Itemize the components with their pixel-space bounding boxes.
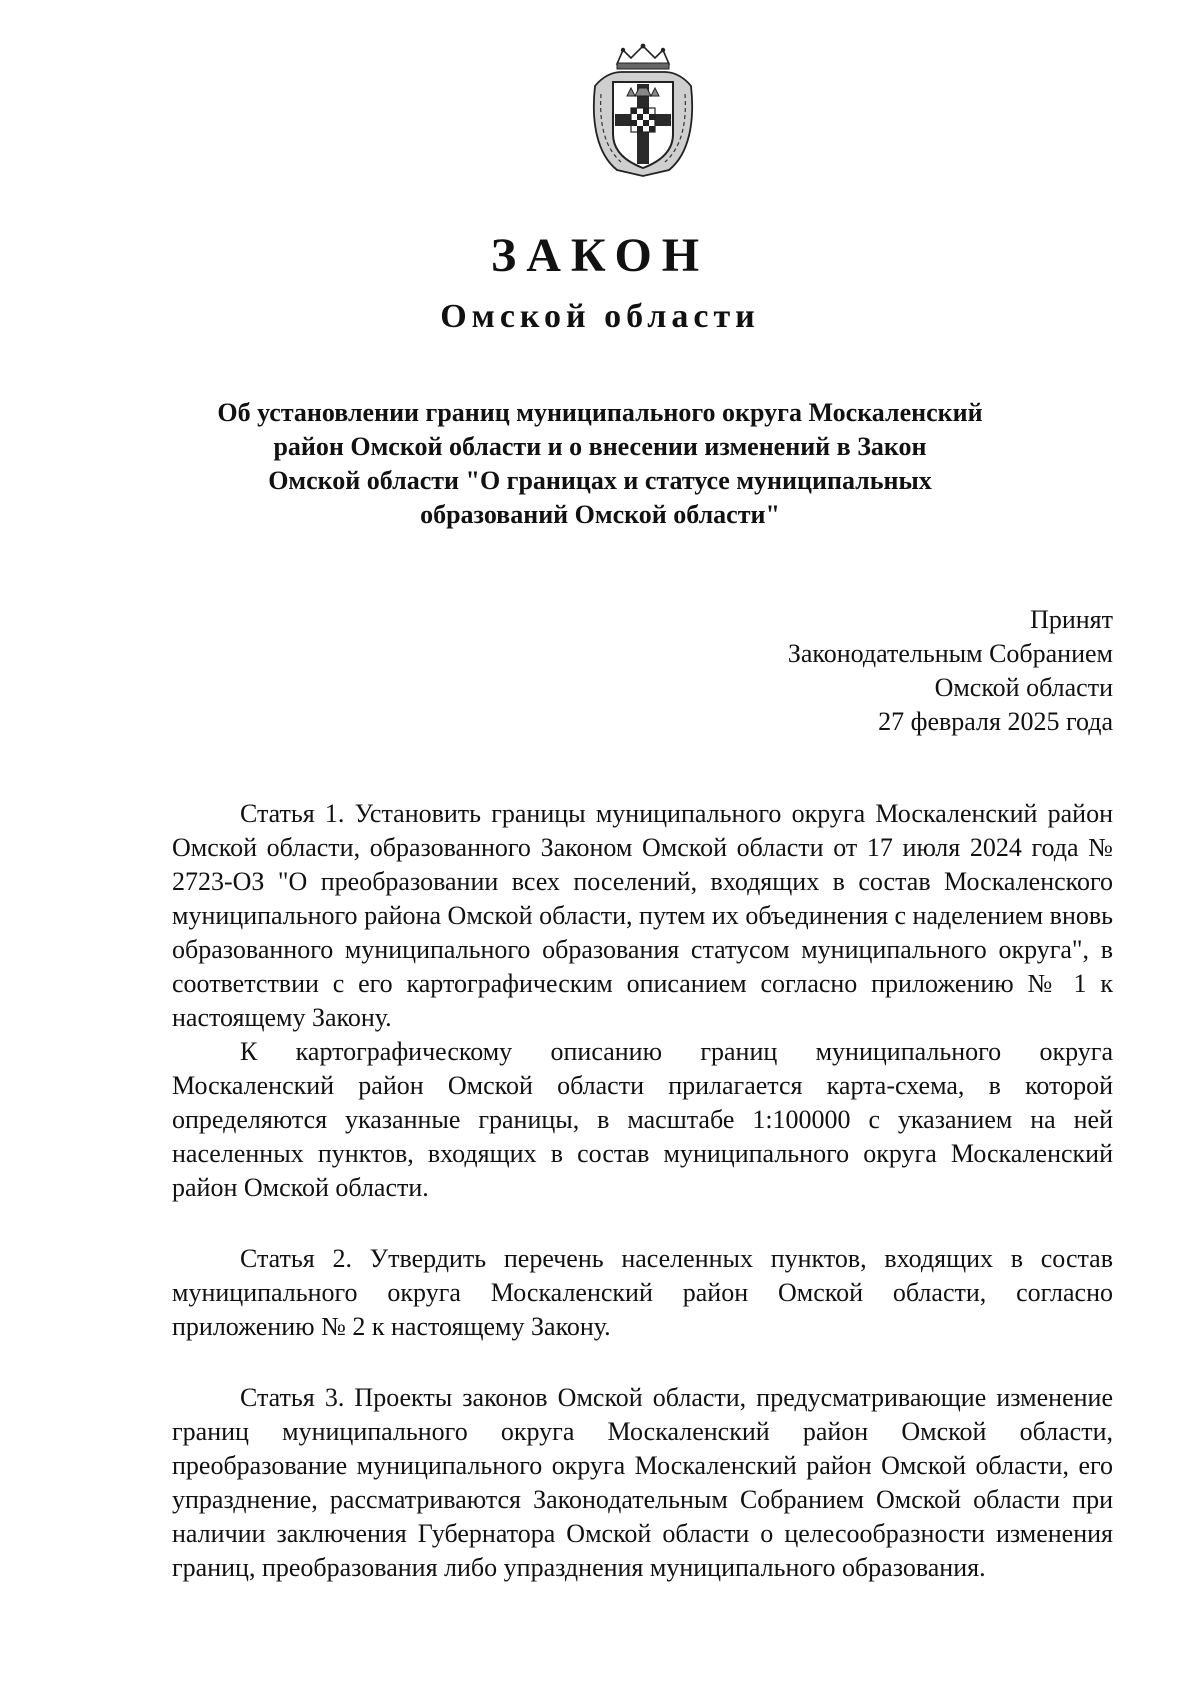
article-1: Статья 1. Установить границы муниципального округа Москаленский район Омской области, образованного Законом Омской области от 17 июля 2024 года № 2723-ОЗ "О преобразовании всех поселений, входящих в состав Москаленского муниципального района Омской области, путем их объединения с наделением вновь образованного муниципального образования статусом муниципального округа", в соответствии с его картографическим описанием согласно приложению № 1 к настоящему Закону. <box>172 799 1113 1032</box>
heading-line: Омской области "О границах и статусе муниципальных <box>268 466 932 495</box>
adoption-block <box>788 603 1113 739</box>
law-heading <box>190 396 1010 532</box>
article-3: Статья 3. Проекты законов Омской области, предусматривающие изменение границ муниципального округа Москаленский район Омской области, преобразование муниципального округа Москаленский район Омской области, его упразднение, рассматриваются Законодательным Собранием Омской области при наличии заключения Губернатора Омской области о целесообразности изменения границ, преобразования либо упразднения муниципального образования. <box>172 1383 1113 1582</box>
adoption-line: Принят <box>1030 605 1113 634</box>
law-title: ЗАКОН <box>490 229 710 282</box>
heading-line: район Омской области и о внесении изменений в Закон <box>273 432 927 461</box>
heading-line: образований Омской области" <box>420 500 780 529</box>
coat-of-arms-icon <box>587 42 699 180</box>
articles-body <box>172 797 1113 1585</box>
adoption-line: Омской области <box>934 673 1113 702</box>
adoption-date: 27 февраля 2025 года <box>878 707 1113 736</box>
article-1-paragraph-2: К картографическому описанию границ муниципального округа Москаленский район Омской области прилагается карта-схема, в которой определяются указанные границы, в масштабе 1:100000 с указанием на ней населенных пунктов, входящих в состав муниципального округа Москаленский район Омской области. <box>172 1037 1113 1202</box>
heading-line: Об установлении границ муниципального округа Москаленский <box>217 398 983 427</box>
adoption-line: Законодательным Собранием <box>787 639 1113 668</box>
article-2: Статья 2. Утвердить перечень населенных пунктов, входящих в состав муниципального округа Москаленский район Омской области, согласно приложению № 2 к настоящему Закону. <box>172 1244 1113 1341</box>
law-subtitle: Омской области <box>440 298 760 335</box>
